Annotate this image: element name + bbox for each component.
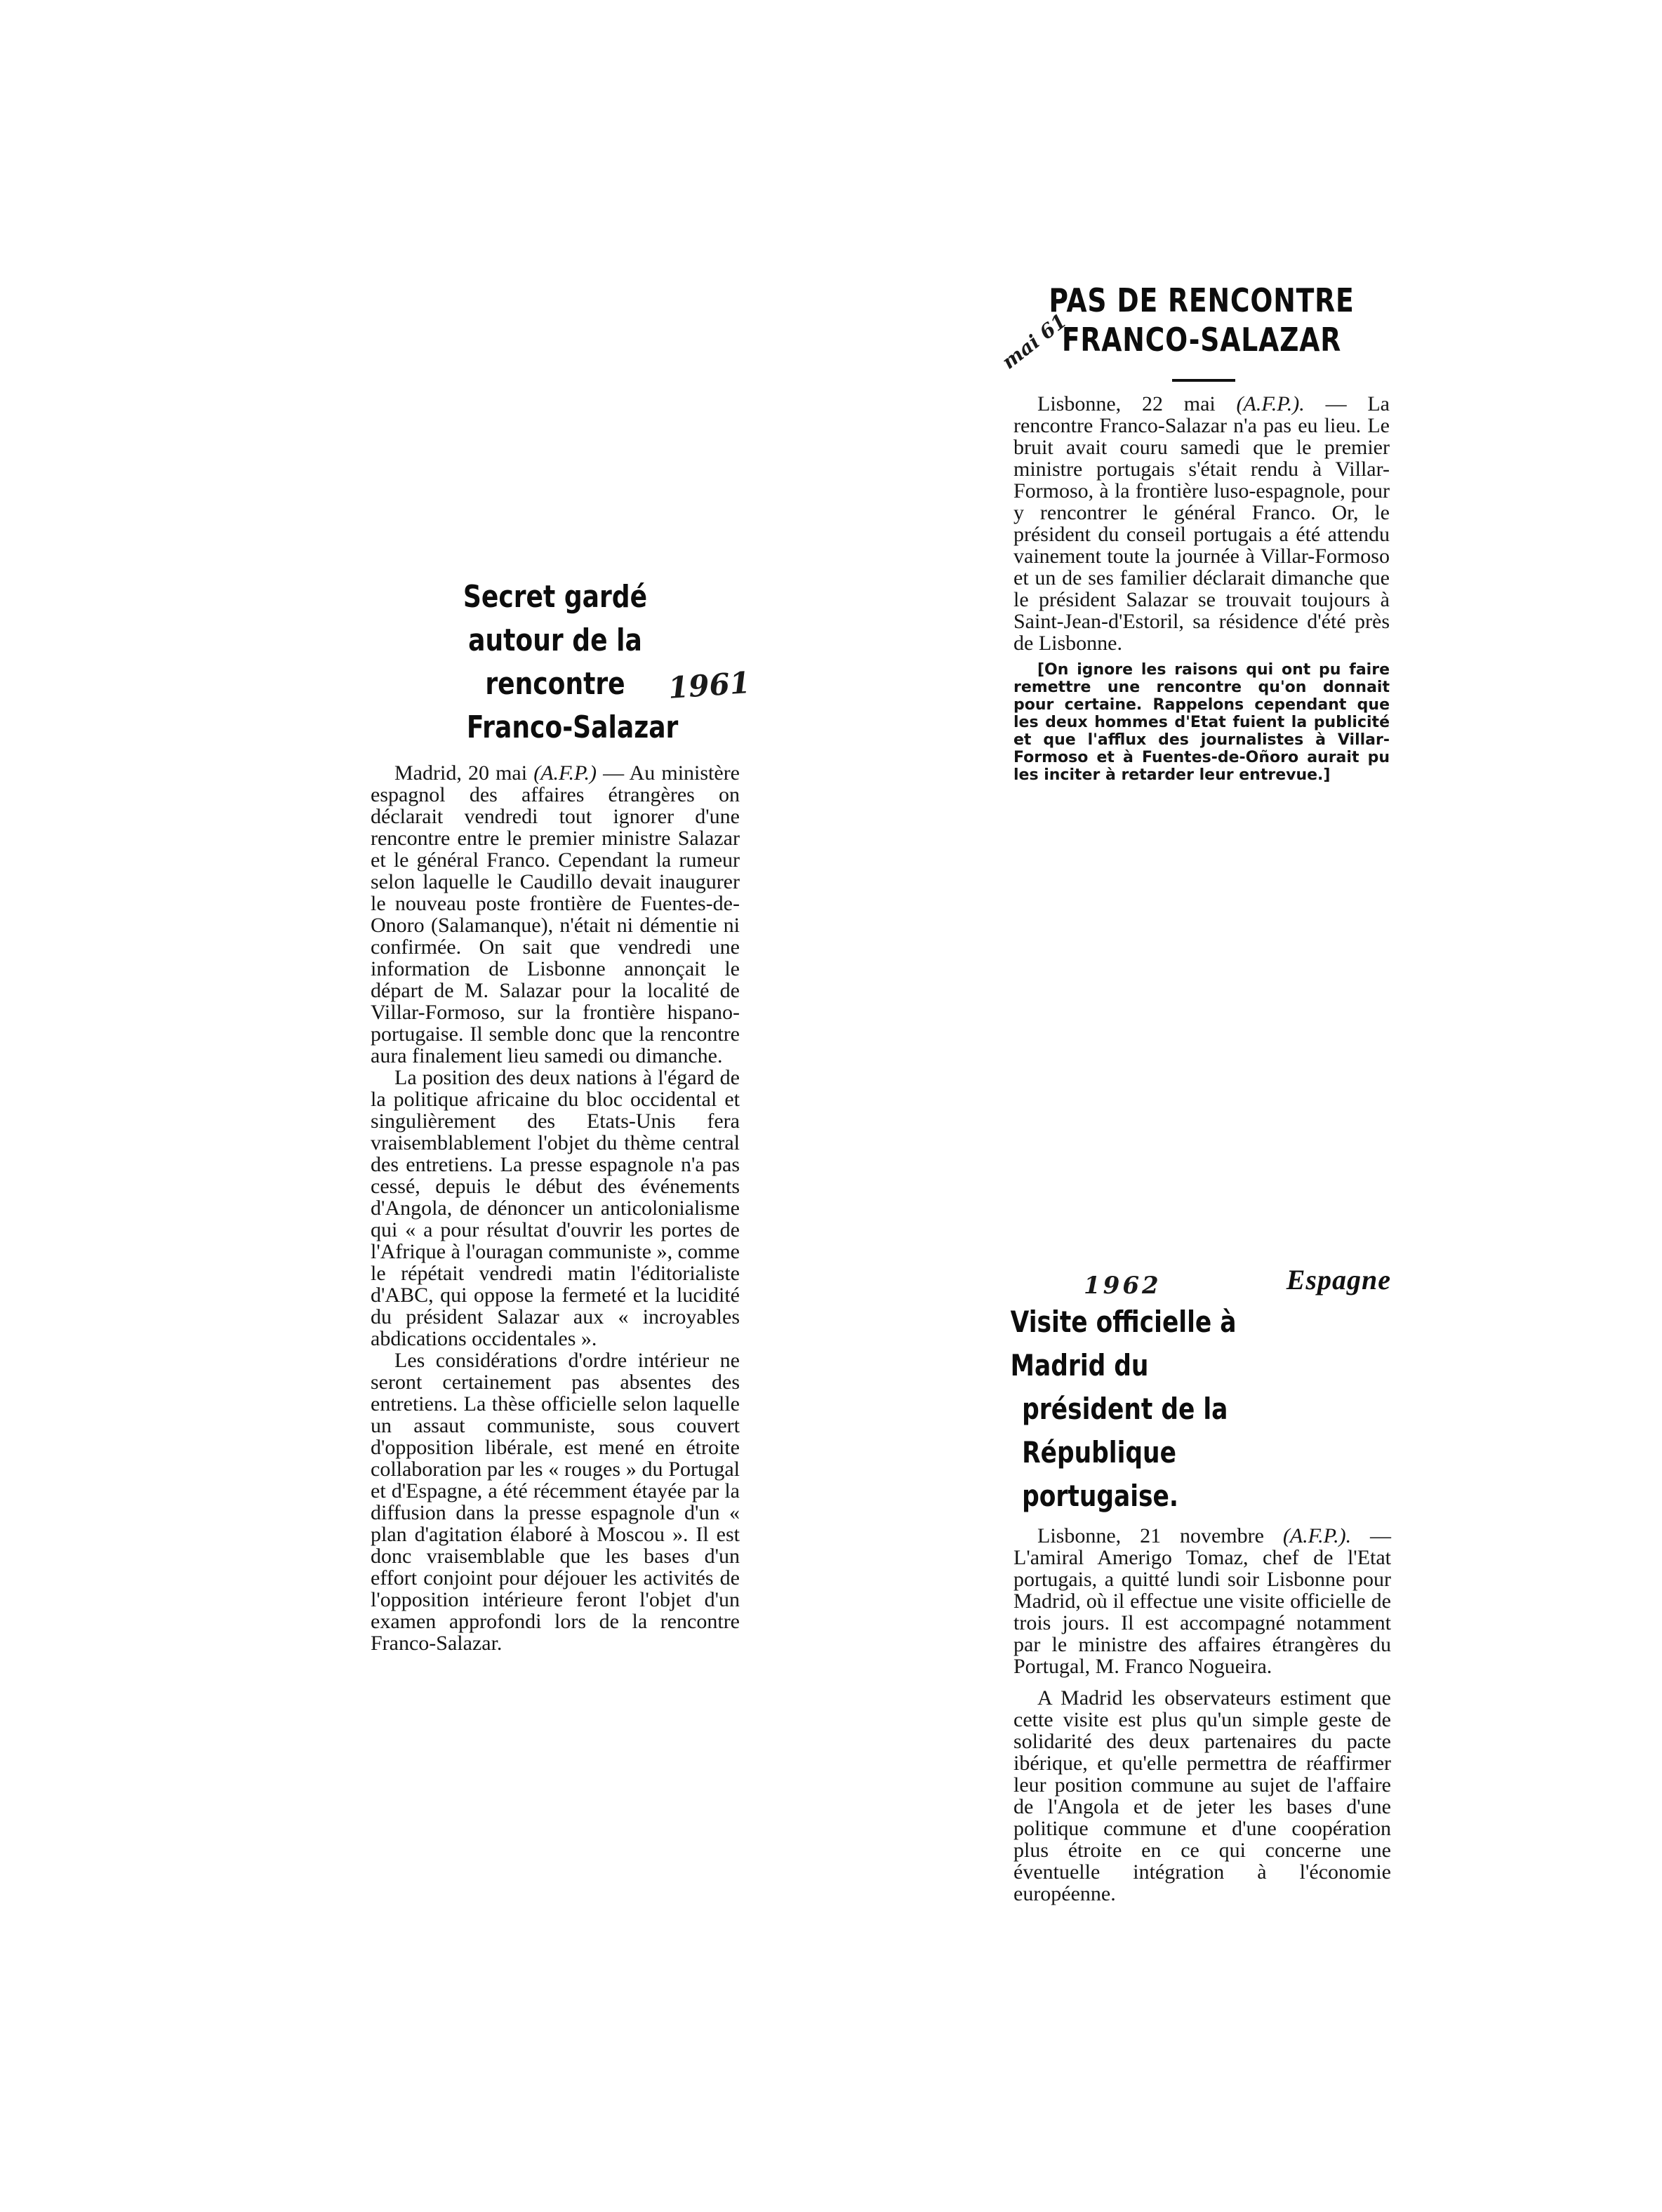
headline-line-1: Visite officielle à Madrid du — [1010, 1305, 1237, 1382]
headline-line-2: FRANCO-SALAZAR — [1061, 321, 1342, 359]
paragraph: Madrid, 20 mai (A.F.P.) — Au ministère espagnol des affaires étrangères on déclarait vendredi tout ignorer d'une rencontre entre le premier ministre Salazar et le général Franco. Cependant la rumeur selon laquelle le Caudillo devait inaugurer le nouveau poste frontière de Fuentes-de-Onoro (Salamanque), n'était ni démentie ni confirmée. On sait que vendredi une information de Lisbonne annonçait le départ de M. Salazar pour la localité de Villar-Formoso, sur la frontière hispano-portugaise. Il semble donc que la rencontre aura finalement lieu samedi ou dimanche. — [371, 761, 740, 1067]
headline-line-3: Franco-Salazar — [466, 709, 679, 745]
section-label: Espagne — [1286, 1264, 1391, 1295]
article-secret-garde — [371, 575, 740, 1654]
dateline: Lisbonne, 22 mai — [1037, 392, 1216, 415]
source: (A.F.P.). — [1282, 1524, 1352, 1547]
headline — [1047, 281, 1356, 359]
dateline: Madrid, 20 mai — [394, 761, 528, 785]
article-pas-de-rencontre — [1013, 281, 1390, 784]
headline-rule — [1172, 379, 1235, 382]
article-body — [1013, 393, 1390, 784]
paragraph: La position des deux nations à l'égard de la politique africaine du bloc occidental et singulièrement des Etats-Unis fera vraisemblablement l'objet du thème central des entretiens. La presse espagnole n'a pas cessé, depuis le début des événements d'Angola, de dénoncer un anticolonialisme qui « a pour résultat d'ouvrir les portes de l'Afrique à l'ouragan communiste », comme le répétait vendredi matin l'éditorialiste d'ABC, qui oppose la fermeté et la lucidité du président Salazar aux « incroyables abdications occidentales ». — [371, 1066, 740, 1350]
paragraph: A Madrid les observateurs estiment que cette visite est plus qu'un simple geste de solidarité des deux partenaires du pacte ibérique, et qu'elle permettra de réaffirmer leur position commune au sujet de l'affaire de l'Angola et de jeter les bases d'une politique commune et d'une coopération plus étroite en ce qui concerne une éventuelle intégration à l'économie européenne. — [1013, 1686, 1391, 1905]
paragraph: Lisbonne, 22 mai (A.F.P.). — La rencontre Franco-Salazar n'a pas eu lieu. Le bruit avait couru samedi que le premier ministre portugais s'était rendu à Villar-Formoso, à la frontière luso-espagnole, pour y rencontrer le général Franco. Or, le président du conseil portugais a été attendu vainement toute la journée à Villar-Formoso et un de ses familier déclarait dimanche que le président Salazar se trouvait toujours à Saint-Jean-d'Estoril, sa résidence d'été près de Lisbonne. — [1013, 392, 1390, 655]
handwritten-date-note: 1962 — [1084, 1272, 1162, 1300]
headline-line-2: autour de la rencontre — [468, 622, 642, 702]
editor-note: [On ignore les raisons qui ont pu faire remettre une rencontre qu'on donnait pour certaine. Rappelons cependant que les deux hommes d'Etat fuient la publicité et que l'afflux des journalistes à Villar-Formoso et à Fuentes-de-Oñoro aurait pu les inciter à retarder leur entrevue.] — [1013, 661, 1390, 784]
article-body — [997, 1525, 1391, 1905]
source: (A.F.P.). — [1236, 392, 1305, 415]
source: (A.F.P.) — [533, 761, 597, 785]
headline-line-2: président de la République — [1022, 1392, 1228, 1470]
handwritten-date-note: 1961 — [667, 665, 752, 706]
headline — [997, 1300, 1320, 1518]
headline-line-1: Secret gardé — [463, 579, 648, 615]
headline — [404, 575, 706, 749]
paragraph: Lisbonne, 21 novembre (A.F.P.). — L'amiral Amerigo Tomaz, chef de l'Etat portugais, a quitté lundi soir Lisbonne pour Madrid, où il effectue une visite officielle de trois jours. Il est accompagné notamment par le ministre des affaires étrangères du Portugal, M. Franco Nogueira. — [1013, 1524, 1392, 1678]
dateline: Lisbonne, 21 novembre — [1037, 1524, 1264, 1547]
headline-line-1: PAS DE RENCONTRE — [1049, 281, 1355, 319]
article-body — [371, 762, 740, 1654]
article-visite-officielle — [997, 1263, 1391, 1905]
handwritten-date-note: mai 61 — [997, 309, 1071, 374]
paragraph: Les considérations d'ordre intérieur ne seront certainement pas absentes des entretiens. La thèse officielle selon laquelle un assaut communiste, sous couvert d'opposition libérale, est mené en étroite collaboration par les « rouges » du Portugal et d'Espagne, a été récemment étayée par la diffusion dans la presse espagnole d'un « plan d'agitation élaboré à Moscou ». Il est donc vraisemblable que les bases d'un effort conjoint pour déjouer les activités de l'opposition intérieure feront l'objet d'un examen approfondi lors de la rencontre Franco-Salazar. — [371, 1349, 740, 1655]
headline-line-3: portugaise. — [1022, 1479, 1179, 1513]
